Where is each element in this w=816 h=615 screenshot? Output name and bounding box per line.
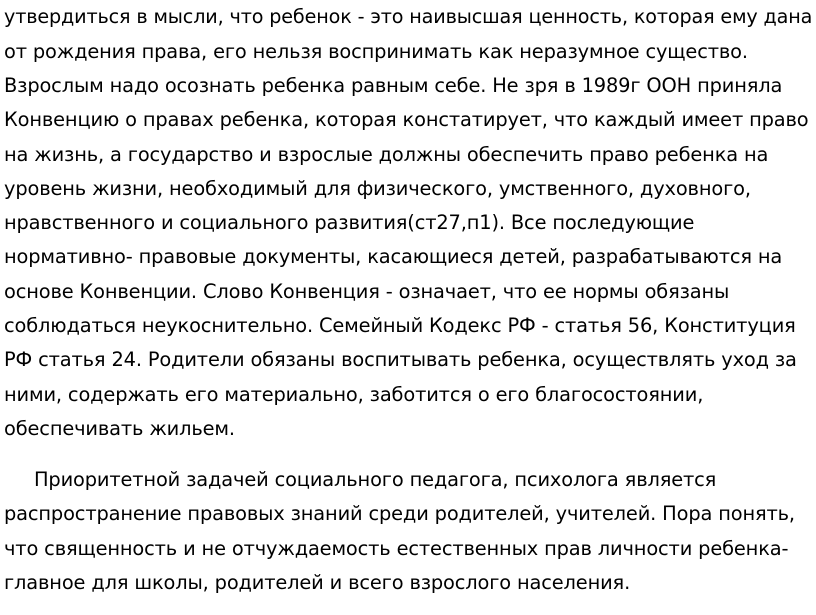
text-line: что священность и не отчуждаемость естественных прав личности ребенка-: [4, 537, 789, 560]
text-line: Приоритетной задачей социального педагога, психолога является: [34, 468, 717, 491]
text-line: утвердиться в мысли, что ребенок - это наивысшая ценность, которая ему дана: [4, 5, 813, 28]
text-line: нравственного и социального развития(ст27,п1). Все последующие: [4, 211, 695, 234]
text-line: распространение правовых знаний среди родителей, учителей. Пора понять,: [4, 502, 795, 525]
text-line: Конвенцию о правах ребенка, которая констатирует, что каждый имеет право: [4, 108, 809, 131]
text-line: уровень жизни, необходимый для физического, умственного, духовного,: [4, 177, 751, 200]
text-line: основе Конвенции. Слово Конвенция - означает, что ее нормы обязаны: [4, 280, 730, 303]
text-line: нормативно- правовые документы, касающиеся детей, разрабатываются на: [4, 245, 783, 268]
text-line: РФ статья 24. Родители обязаны воспитывать ребенка, осуществлять уход за: [4, 348, 797, 371]
text-line: обеспечивать жильем.: [4, 417, 235, 440]
text-line: Взрослым надо осознать ребенка равным себе. Не зря в 1989г ООН приняла: [4, 74, 783, 97]
text-line: ними, содержать его материально, заботится о его благосостоянии,: [4, 383, 704, 406]
text-line: от рождения права, его нельзя воспринимать как неразумное существо.: [4, 40, 748, 63]
text-line: на жизнь, а государство и взрослые должны обеспечить право ребенка на: [4, 143, 769, 166]
text-line: главное для школы, родителей и всего взрослого населения.: [4, 571, 631, 594]
text-line: соблюдаться неукоснительно. Семейный Кодекс РФ - статья 56, Конституция: [4, 314, 796, 337]
